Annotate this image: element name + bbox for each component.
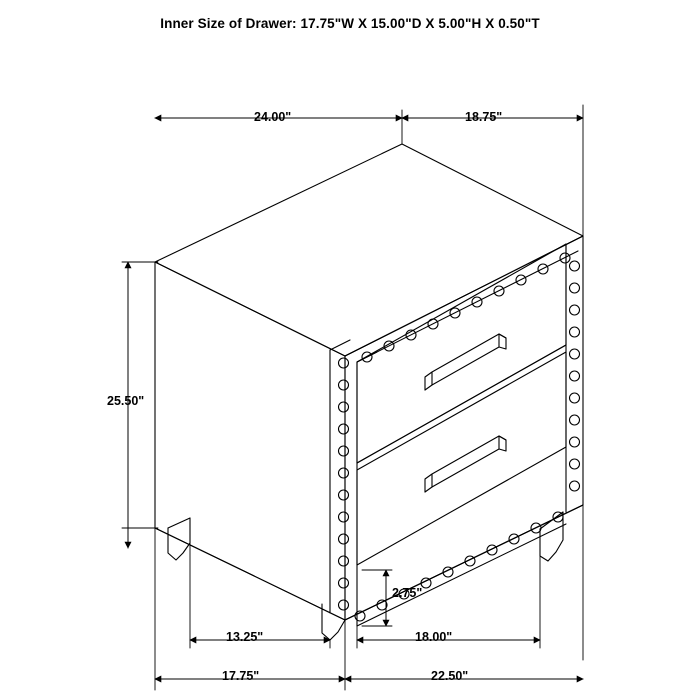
dim-label-leg-height: 2.75" (392, 586, 423, 600)
dim-label-bottom-inner-left: 13.25" (226, 630, 264, 644)
dim-label-top-right: 18.75" (465, 110, 503, 124)
leg-rear-right (540, 512, 563, 561)
drawer-handle-lower (425, 436, 506, 492)
cabinet-left-face (155, 262, 345, 620)
dim-label-bottom-inner-right: 18.00" (415, 630, 453, 644)
cabinet-top (155, 144, 583, 356)
drawer-handle-upper (425, 334, 506, 390)
base-apron-left (155, 518, 345, 620)
drawer-divider (357, 345, 566, 463)
base-apron-right (345, 505, 583, 620)
drawer-upper (357, 244, 566, 463)
dim-label-height-left: 25.50" (107, 394, 145, 408)
nailhead-trim-left-band (330, 350, 357, 626)
nailhead-studs-left (339, 358, 349, 610)
dim-label-top-left: 24.00" (254, 110, 292, 124)
extension-lines (122, 105, 583, 690)
dim-label-bottom-outer-left: 17.75" (222, 669, 260, 683)
nailhead-studs-right (570, 261, 580, 491)
leg-front-left (168, 518, 190, 560)
page-title: Inner Size of Drawer: 17.75"W X 15.00"D X 5.00"H X 0.50"T (160, 16, 540, 31)
dim-label-bottom-outer-right: 22.50" (431, 669, 469, 683)
